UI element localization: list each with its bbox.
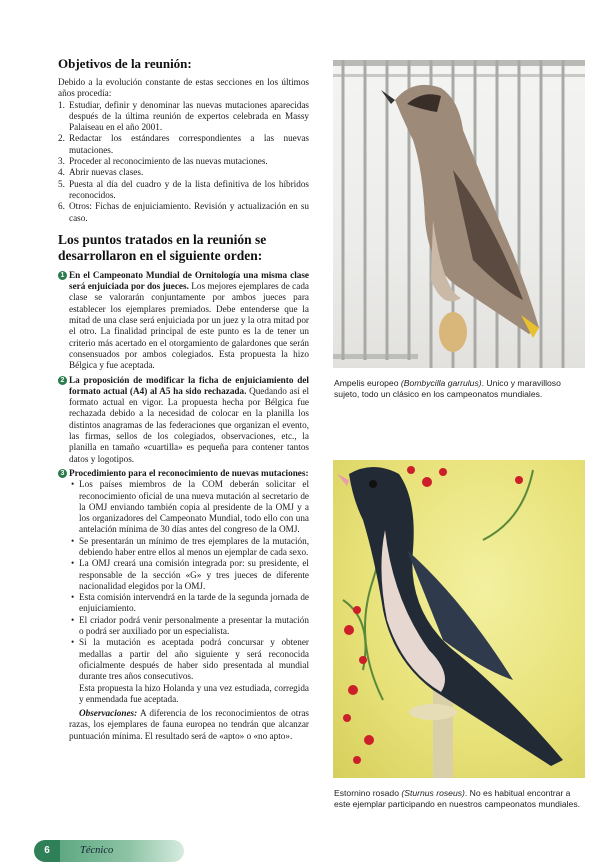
points-heading: Los puntos tratados en la reunión se desarrollaron en el siguiente orden: — [58, 231, 267, 263]
page-footer — [34, 840, 184, 862]
objectives-heading: Objetivos de la reunión: — [58, 56, 192, 71]
objective-item: 6. Otros: Fichas de enjuiciamiento. Revisión y actualización en su caso. — [58, 201, 309, 223]
objective-item: 5. Puesta al día del cuadro y de la lista definitiva de los híbridos reconocidos. — [58, 178, 309, 200]
objective-item: 1. Estudiar, definir y denominar las nuevas mutaciones aparecidas después de la última reunión de expertos celebrada en Massy Palaiseau en el año 2001. — [58, 99, 309, 133]
procedure-list — [69, 479, 309, 682]
number-badge-icon: 2 — [58, 376, 67, 385]
point-2: 2 La proposición de modificar la ficha de enjuiciamiento del formato actual (A4) al A5 ha sido rechazada. Quedando así el formato actual en vigor. La propuesta hecha por Bélgica fue rechazada debido a la necesidad de colocar en la planilla los distintos anagramas de las federaciones que organizan el evento, las firmas, sellos de los colegiados, observaciones, etc., la planilla en tamaño «cuartilla» es pequeña para contener tantos datos y logotipos. — [58, 375, 309, 465]
page-number: 6 — [34, 840, 60, 862]
number-badge-icon: 1 — [58, 271, 67, 280]
point-1: 1 En el Campeonato Mundial de Ornitología una misma clase será enjuiciada por dos jueces. Los mejores ejemplares de cada clase se valorarán conjuntamente por ambos jueces para establecer los ejemplares premiados. Debe entenderse que la mitad de una clase será enjuiciada por un juez y la otra mitad por el otro. La finalidad principal de este punto es la de tener un criterio más acertado en el otorgamiento de galardones que serán consensuados por ambos colegiados. Esta propuesta la hizo Bélgica y fue aceptada. — [58, 270, 309, 372]
caption-starling: Estornino rosado (Sturnus roseus). No es habitual encontrar a este ejemplar participando en nuestros campeonatos mundiales. — [334, 788, 581, 809]
section-label: Técnico — [60, 840, 184, 862]
photo-waxwing — [333, 60, 585, 368]
list-item: • Se presentarán un mínimo de tres ejemplares de la mutación, debiendo haber entre ellos al menos un ejemplar de cada sexo. — [69, 536, 309, 559]
starling-illustration — [333, 460, 585, 778]
waxwing-illustration — [333, 60, 585, 368]
list-item: • Si la mutación es aceptada podrá concursar y obtener medallas a partir del año siguiente y será reconocida oficialmente después de haber sido presentada al mundial durante tres años consecutivos. — [69, 637, 309, 682]
list-item: • Esta comisión intervendrá en la tarde de la segunda jornada de enjuiciamiento. — [69, 592, 309, 615]
caption-waxwing: Ampelis europeo (Bombycilla garrulus). Unico y maravilloso sujeto, todo un clásico en los campeonatos mundiales. — [334, 378, 561, 399]
objective-item: 2. Redactar los estándares correspondientes a las nuevas mutaciones. — [58, 133, 309, 155]
number-badge-icon: 3 — [58, 469, 67, 478]
photo-starling — [333, 460, 585, 778]
objective-item: 3. Proceder al reconocimiento de las nuevas mutaciones. — [58, 156, 268, 167]
list-item: • El criador podrá venir personalmente a presentar la mutación o podrá ser auxiliado por un especialista. — [69, 615, 309, 638]
objectives-intro: Debido a la evolución constante de estas secciones en los últimos años procedía: — [58, 77, 309, 99]
objective-item: 4. Abrir nuevas clases. — [58, 167, 144, 178]
list-item: • La OMJ creará una comisión integrada por: su presidente, el responsable de la sección «G» y tres jueces de diferente nacionalidad elegidos por la OMJ. — [69, 558, 309, 592]
list-item: • Los países miembros de la COM deberán solicitar el reconocimiento oficial de una nueva mutación al secretario de la OMJ enviando también copia al presidente de la OMJ y a los organizadores del Campeonato Mundial, todo ello con una antelación mínima de 30 días antes del congreso de la OMJ. — [69, 479, 309, 535]
objectives-list — [58, 100, 309, 224]
point-3: 3 Procedimiento para el reconocimiento de nuevas mutaciones: • Los países miembros de la COM deberán solicitar el reconocimiento oficial de una nueva mutación al secretario de la OMJ enviando también copia al presidente de la OMJ y a los organizadores del Campeonato Mundial, todo ello con una antelación mínima de 30 días antes del congreso de la OMJ. • Se presentarán un mínimo de tres ejemplares de la mutación, debiendo haber entre ellos al menos un ejemplar de cada sexo. • La OMJ creará una comisión integrada por: su presidente, el responsable de la sección «G» y tres jueces de diferente nacionalidad elegidos por la OMJ. • Esta comisión intervendrá en la tarde de la segunda jornada de enjuiciamiento. • El criador podrá venir personalmente a presentar la mutación o podrá ser auxiliado por un especialista. • Si la mutación es aceptada podrá concursar y obtener medallas a partir del año siguiente y será reconocida oficialmente después de haber sido presentada al mundial durante tres años consecutivos. Esta propuesta la hizo Holanda y una vez estudiada, corregida y enmendada fue aceptada. — [58, 468, 309, 705]
observations: Observaciones: A diferencia de los reconocimientos de otras razas, los ejemplares de fauna europea no tendrán que alcanzar puntuación mínima. El resultado será de «apto» o «no apto». — [69, 708, 309, 741]
article-body — [58, 56, 309, 742]
proposal-note: Esta propuesta la hizo Holanda y una vez estudiada, corregida y enmendada fue aceptada. — [79, 682, 309, 704]
